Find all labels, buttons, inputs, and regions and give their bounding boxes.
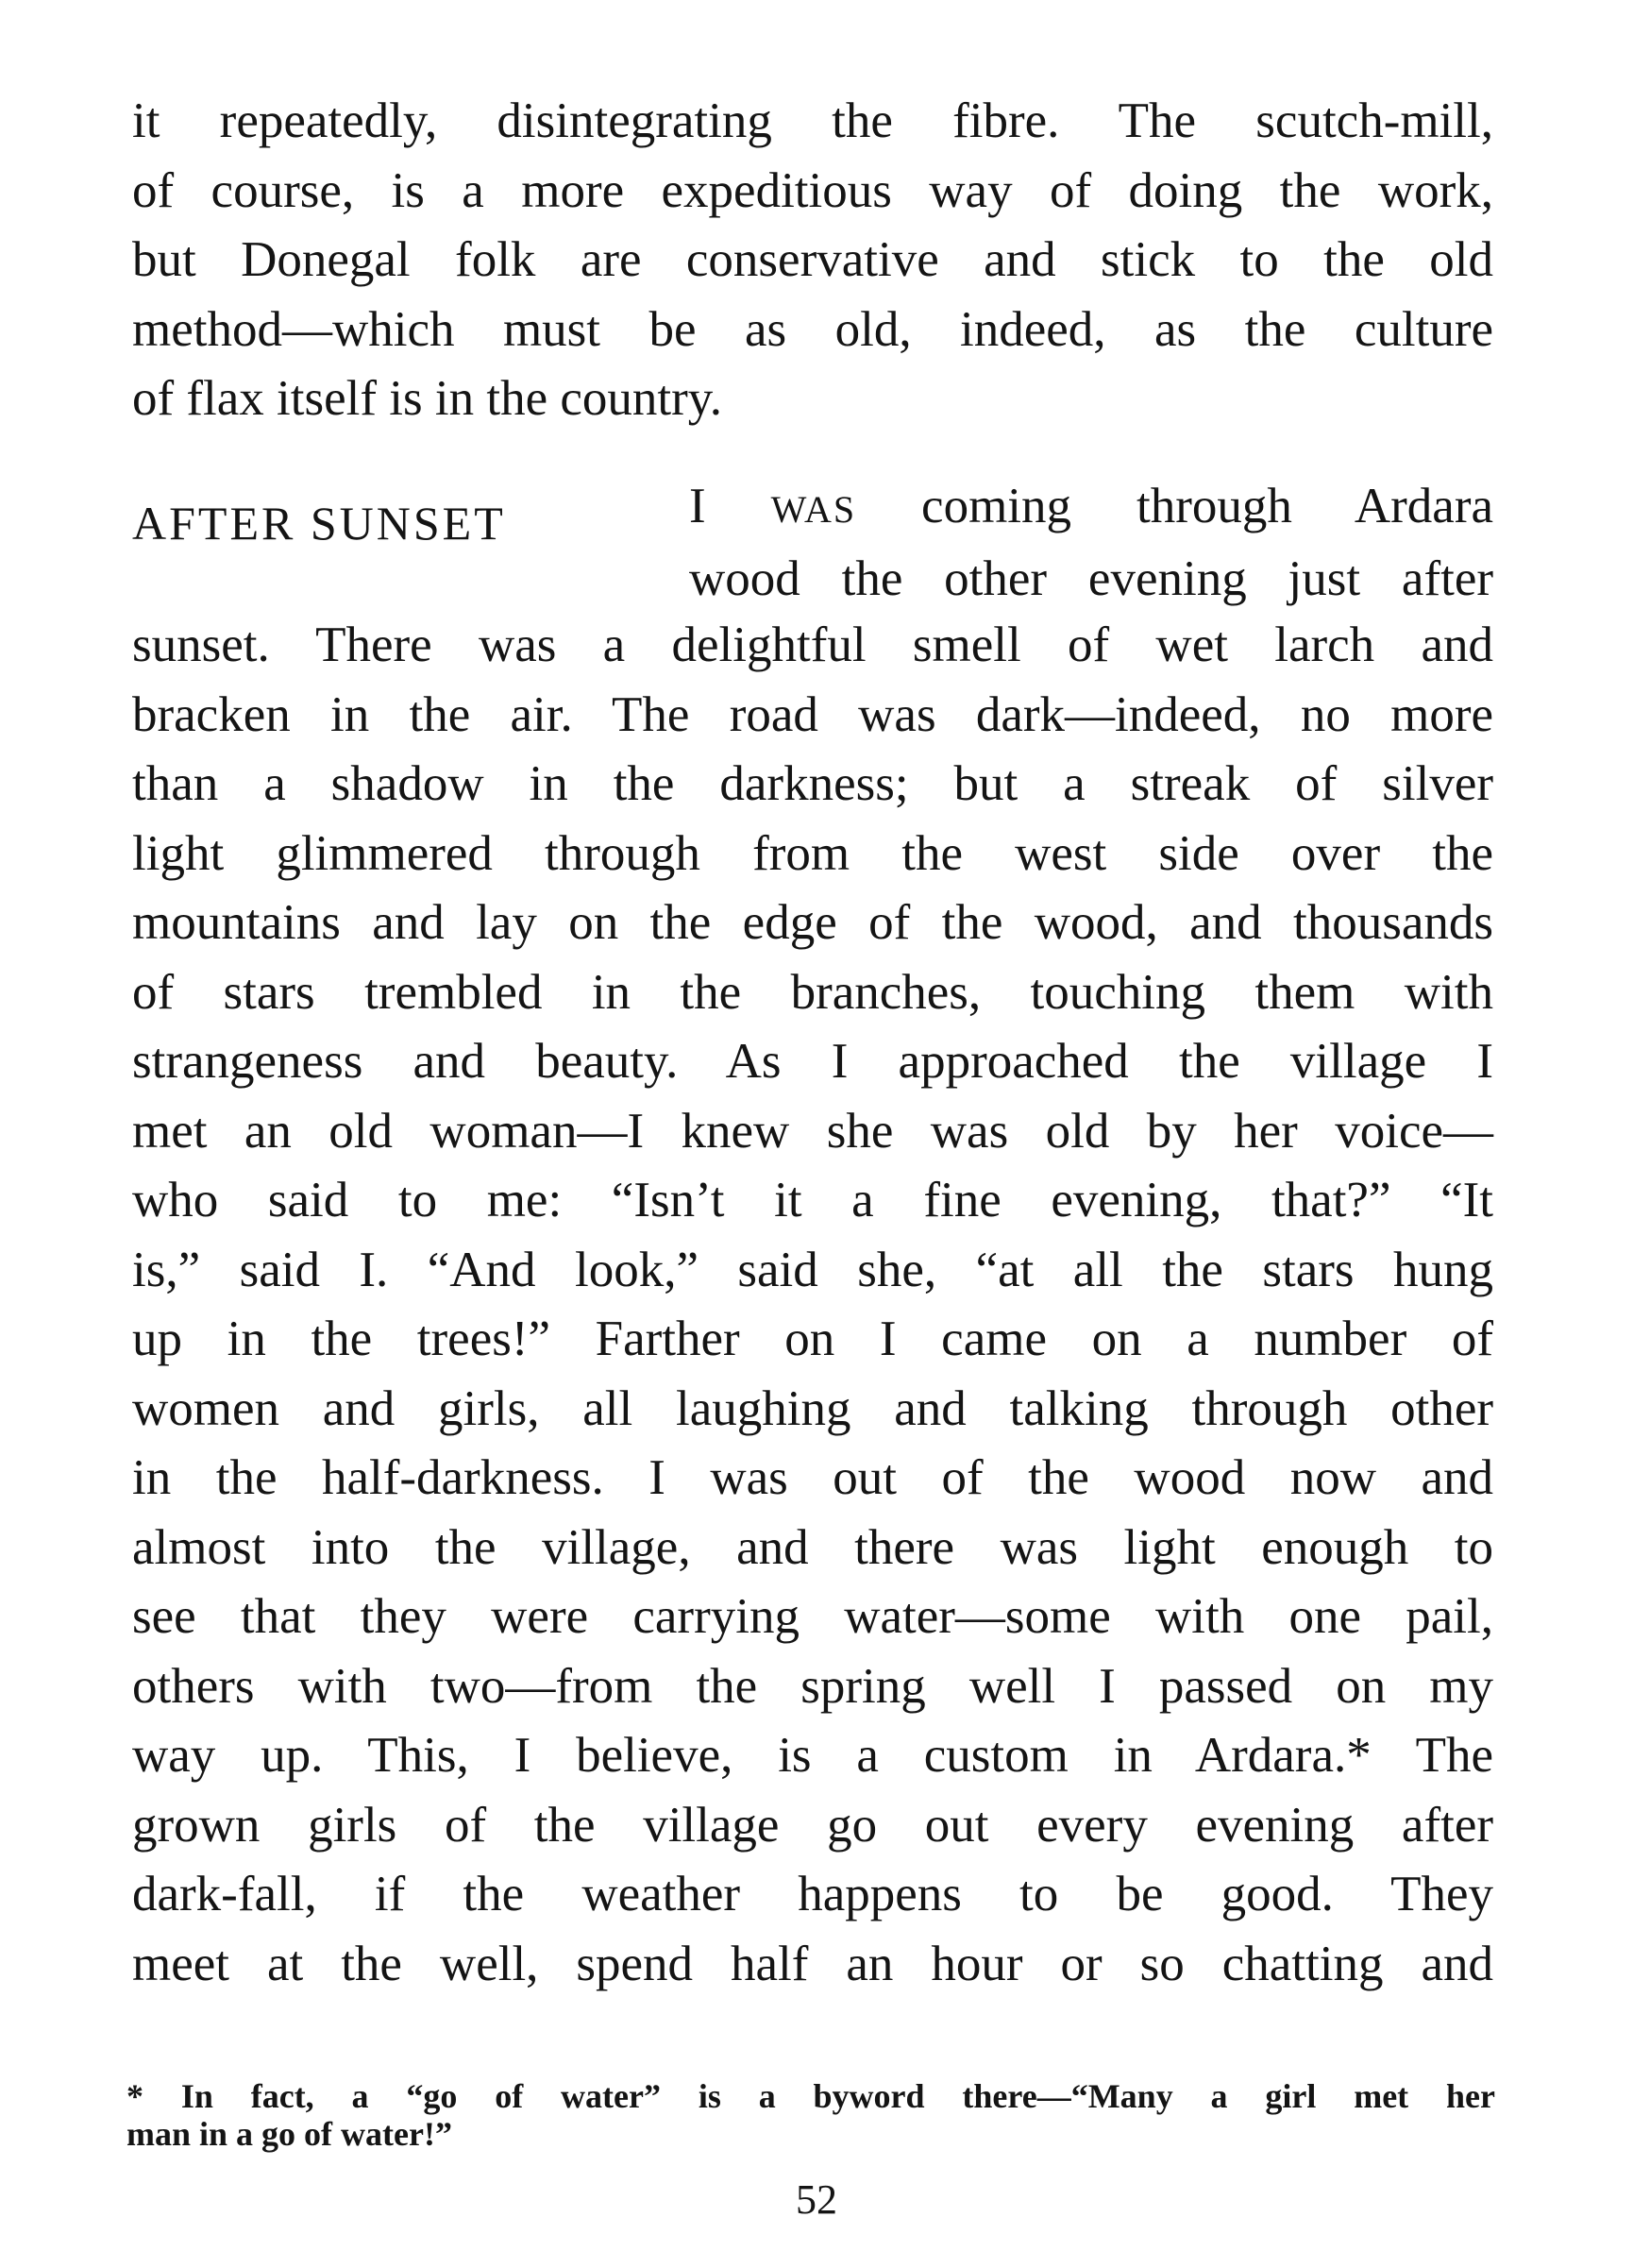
paragraph-line: sunset. There was a delightful smell of wet larch and — [132, 618, 1493, 672]
top-paragraph — [132, 87, 1493, 434]
section-heading-row — [132, 472, 1493, 611]
paragraph-line — [689, 472, 1493, 545]
paragraph-line: wood the other evening just after — [689, 550, 1493, 606]
heading-side-text — [689, 472, 1493, 614]
paragraph-line: way up. This, I believe, is a custom in Ardara.* The — [132, 1728, 1493, 1783]
paragraph-line: bracken in the air. The road was dark—indeed, no more — [132, 686, 1493, 742]
paragraph-line: see that they were carrying water—some with one pail, — [132, 1589, 1493, 1644]
paragraph-line: of course, is a more expeditious way of doing the work, — [132, 162, 1493, 218]
paragraph-line: others with two—from the spring well I passed on my — [132, 1658, 1493, 1714]
paragraph-line: but Donegal folk are conservative and stick to the old — [132, 232, 1493, 287]
footnote-line: * In fact, a “go of water” is a byword there—“Many a girl met her — [126, 2077, 1495, 2115]
opening-line-rest: coming through Ardara — [856, 479, 1494, 533]
page-number: 52 — [796, 2176, 837, 2223]
paragraph-line: is,” said I. “And look,” said she, “at all the stars hung — [132, 1242, 1493, 1297]
after-sunset-section — [132, 472, 1493, 1999]
paragraph-line: it repeatedly, disintegrating the fibre. The scutch-mill, — [132, 93, 1493, 148]
section-heading: AFTER SUNSET — [132, 497, 506, 550]
paragraph-line: of stars trembled in the branches, touching them with — [132, 964, 1493, 1020]
paragraph-line: strangeness and beauty. As I approached the village I — [132, 1034, 1493, 1089]
paragraph-line: up in the trees!” Farther on I came on a number of — [132, 1312, 1493, 1366]
paragraph-line: meet at the well, spend half an hour or so chatting and — [132, 1936, 1493, 1991]
paragraph-line: almost into the village, and there was light enough to — [132, 1519, 1493, 1575]
paragraph-line: met an old woman—I knew she was old by her voice— — [132, 1103, 1493, 1159]
paragraph-line: grown girls of the village go out every evening after — [132, 1797, 1493, 1853]
paragraph-line: in the half-darkness. I was out of the wood now and — [132, 1450, 1493, 1505]
paragraph-line: method—which must be as old, indeed, as the culture — [132, 301, 1493, 357]
paragraph-line: who said to me: “Isn’t it a fine evening, that?” “It — [132, 1173, 1493, 1227]
paragraph-line: women and girls, all laughing and talking through other — [132, 1380, 1493, 1436]
opening-letter: I — [689, 479, 771, 533]
footnote — [126, 2077, 1495, 2153]
paragraph-line: of flax itself is in the country. — [132, 371, 723, 426]
paragraph-line: than a shadow in the darkness; but a streak of silver — [132, 756, 1493, 811]
paragraph-line: light glimmered through from the west side over the — [132, 825, 1493, 881]
paragraph-line: mountains and lay on the edge of the wood, and thousands — [132, 895, 1493, 950]
opening-word-small-caps: WAS — [770, 488, 857, 531]
paragraph-line: dark-fall, if the weather happens to be good. They — [132, 1867, 1493, 1921]
footnote-line: man in a go of water!” — [126, 2115, 452, 2153]
